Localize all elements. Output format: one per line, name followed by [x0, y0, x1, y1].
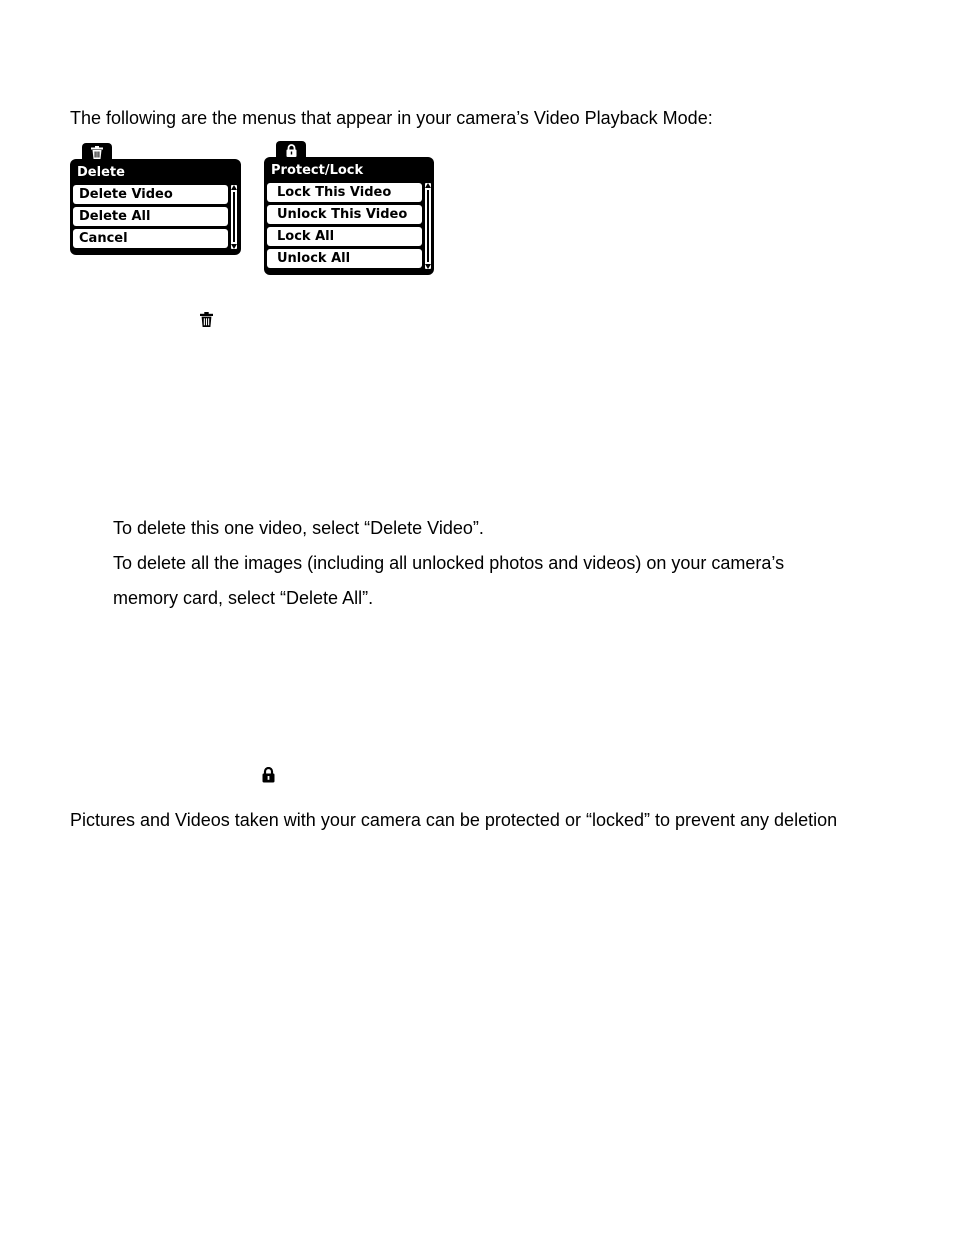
- delete-all-instruction-cont: memory card, select “Delete All”.: [113, 588, 374, 608]
- protect-menu-item-unlock-this-video[interactable]: Unlock This Video: [267, 205, 422, 224]
- delete-menu: [70, 143, 241, 255]
- delete-menu-panel: [70, 159, 241, 255]
- delete-all-instruction: To delete all the images (including all unlocked photos and videos) on your camera’s: [113, 553, 785, 573]
- protect-menu-title: Protect/Lock: [271, 163, 364, 178]
- intro-text: The following are the menus that appear in your camera’s Video Playback Mode:: [70, 108, 713, 128]
- scroll-track: [427, 190, 429, 262]
- protect-menu-item-lock-this-video[interactable]: Lock This Video: [267, 183, 422, 202]
- delete-menu-title: Delete: [77, 165, 125, 180]
- lock-icon: [286, 144, 297, 157]
- delete-video-instruction: To delete this one video, select “Delete Video”.: [113, 518, 484, 538]
- trash-icon: [200, 312, 213, 327]
- protect-menu-scrollbar[interactable]: [425, 183, 431, 269]
- scroll-up-icon: [231, 185, 237, 190]
- trash-icon: [91, 146, 103, 159]
- scroll-track: [233, 192, 235, 242]
- delete-menu-item-cancel[interactable]: Cancel: [73, 229, 228, 248]
- delete-menu-item-delete-all[interactable]: Delete All: [73, 207, 228, 226]
- protect-menu-item-lock-all[interactable]: Lock All: [267, 227, 422, 246]
- scroll-down-icon: [425, 264, 431, 269]
- protect-menu: [264, 141, 434, 276]
- delete-menu-scrollbar[interactable]: [231, 185, 237, 249]
- protect-description: Pictures and Videos taken with your camera can be protected or “locked” to prevent any deletion: [70, 810, 838, 830]
- delete-menu-item-delete-video[interactable]: Delete Video: [73, 185, 228, 204]
- scroll-up-icon: [425, 183, 431, 188]
- protect-menu-panel: [264, 157, 434, 275]
- protect-menu-item-unlock-all[interactable]: Unlock All: [267, 249, 422, 268]
- scroll-down-icon: [231, 244, 237, 249]
- lock-icon: [262, 767, 275, 783]
